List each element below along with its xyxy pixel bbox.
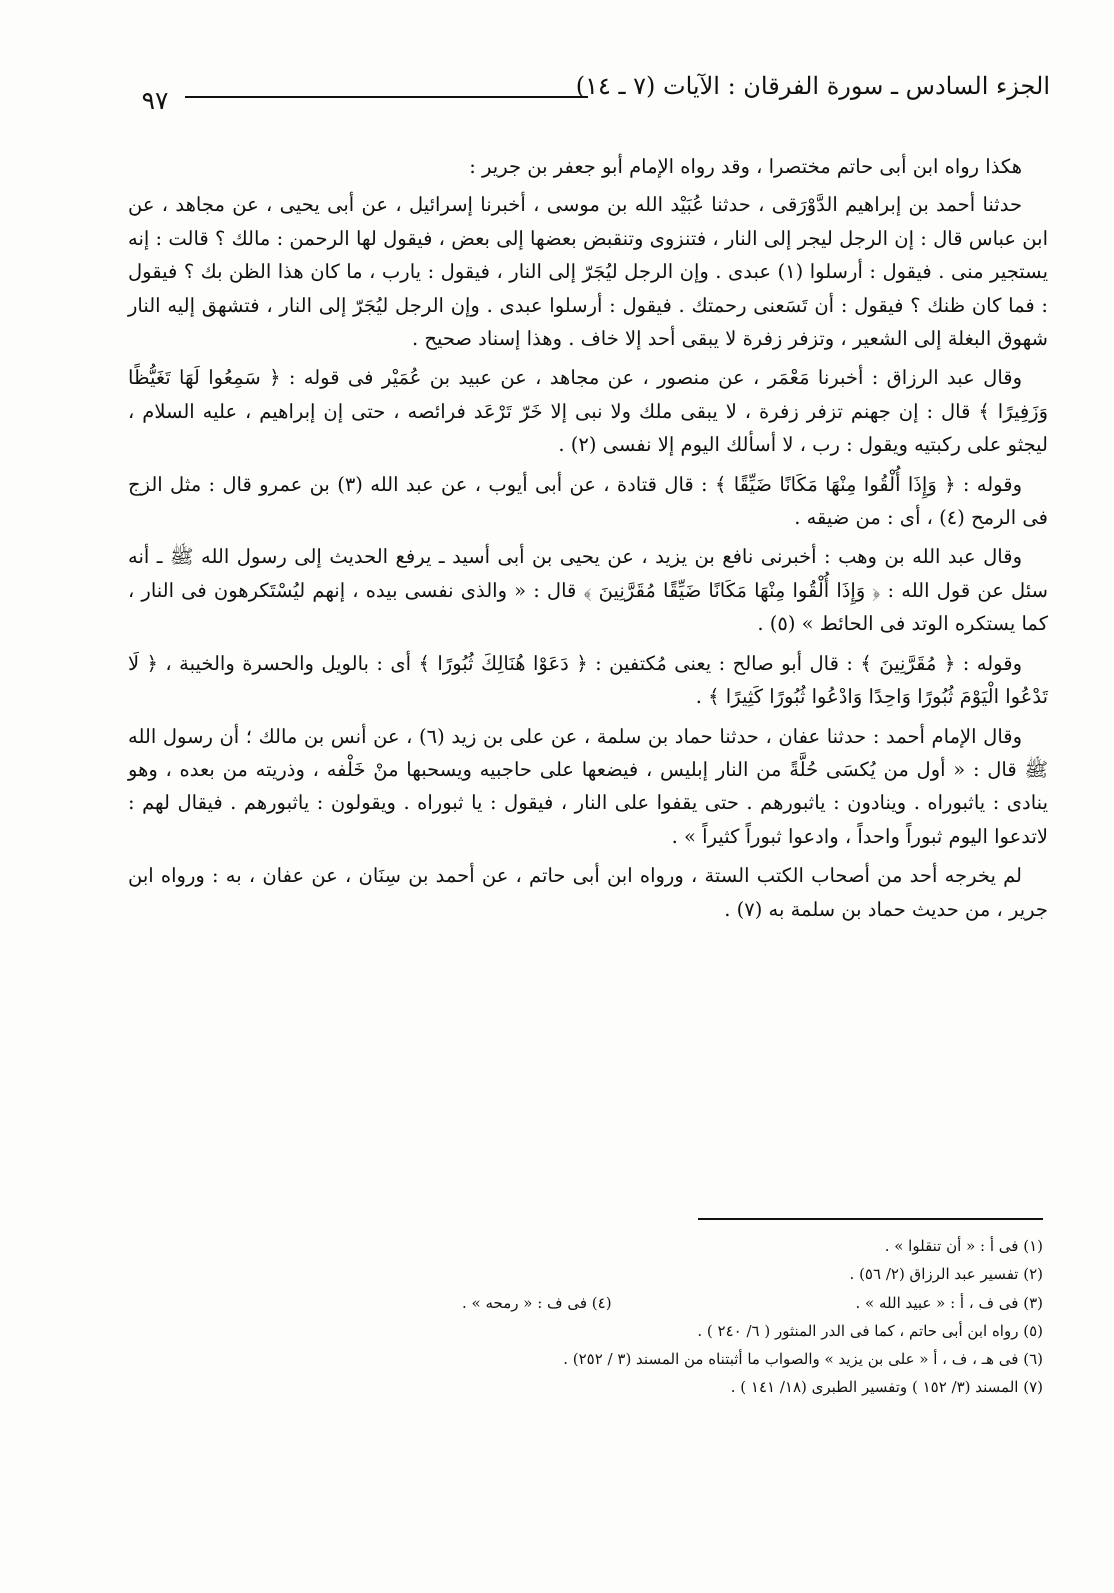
paragraph-6: وقوله : ﴿ مُقَرَّنِينَ ﴾ : قال أبو صالح : يعنى مُكتفين : ﴿ دَعَوْا هُنَالِكَ ثُبُورًا ﴾ أى : بالويل والحسرة والخيبة ، ﴿ لَا تَدْعُوا الْيَوْمَ ثُبُورًا وَاحِدًا وَادْعُوا ثُبُورًا كَثِيرًا ﴾ . bbox=[128, 651, 1048, 709]
footnote-7: (٧) المسند (٣/ ١٥٢ ) وتفسير الطبرى (١٨/ ١٤١ ) . bbox=[730, 1378, 1043, 1397]
footnote-5: (٥) رواه ابن أبى حاتم ، كما فى الدر المنثور ( ٦/ ٢٤٠ ) . bbox=[697, 1321, 1043, 1340]
page-number: ٩٧ bbox=[141, 86, 169, 115]
footnote-1: (١) فى أ : « أن تنقلوا » . bbox=[884, 1237, 1043, 1255]
paragraph-2: حدثنا أحمد بن إبراهيم الدَّوْرَقى ، حدثنا عُبَيْد الله بن موسى ، أخبرنا إسرائيل ، عن أبى يحيى ، عن مجاهد ، عن ابن عباس قال : إن الرجل ليجر إلى النار ، فتنزوى وتنقبض بعضها إلى بعض ، فيقول لها الرحمن : مالك ؟ قالت : إنه يستجير منى . فيقول : أرسلوا (١) عبدى . وإن الرجل ليُجَرّ إلى النار ، فيقول : يارب ، ما كان هذا الظن بك ؟ فيقول : فما كان ظنك ؟ فيقول : أن تَسَعنى رحمتك . فيقول : أرسلوا عبدى . وإن الرجل ليُجَرّ إلى النار ، فتشهق إليه النار شهوق البغلة إلى الشعير ، وتزفر زفرة لا يبقى أحد إلا خاف . وهذا إسناد صحيح . bbox=[128, 193, 1048, 351]
main-text bbox=[128, 150, 1048, 931]
footnote-rule bbox=[698, 1218, 1043, 1220]
paragraph-4: وقوله : ﴿ وَإِذَا أُلْقُوا مِنْهَا مَكَانًا ضَيِّقًا ﴾ : قال قتادة ، عن أبى أيوب ، عن عبد الله (٣) بن عمرو قال : مثل الزج فى الرمح (٤) ، أى : من ضيقه . bbox=[128, 472, 1048, 530]
header-rule bbox=[185, 96, 588, 98]
paragraph-5: وقال عبد الله بن وهب : أخبرنى نافع بن يزيد ، عن يحيى بن أبى أسيد ـ يرفع الحديث إلى رسول الله ﷺ ـ أنه سئل عن قول الله : ﴿ وَإِذَا أُلْقُوا مِنْهَا مَكَانًا ضَيِّقًا مُقَرَّنِينَ ﴾ قال : « والذى نفسى بيده ، إنهم ليُسْتَكرهون فى النار ، كما يستكره الوتد فى الحائط » (٥) . bbox=[128, 545, 1048, 636]
paragraph-8: لم يخرجه أحد من أصحاب الكتب الستة ، ورواه ابن أبى حاتم ، عن أحمد بن سِنَان ، عن عفان ، به : ورواه ابن جرير ، من حديث حماد بن سلمة به (٧) . bbox=[128, 864, 1048, 921]
paragraph-3: وقال عبد الرزاق : أخبرنا مَعْمَر ، عن منصور ، عن مجاهد ، عن عبيد بن عُمَيْر فى قوله : ﴿ سَمِعُوا لَهَا تَغَيُّظًا وَزَفِيرًا ﴾ قال : إن جهنم تزفر زفرة ، لا يبقى ملك ولا نبى إلا خَرّ تَرْعَد فرائصه ، حتى إن إبراهيم ، عليه السلام ، ليجثو على ركبتيه ويقول : رب ، لا أسألك اليوم إلا نفسى (٢) . bbox=[128, 366, 1048, 457]
footnote-2: (٢) تفسير عبد الرزاق (٢/ ٥٦) . bbox=[849, 1265, 1043, 1284]
paragraph-1: هكذا رواه ابن أبى حاتم مختصرا ، وقد رواه الإمام أبو جعفر بن جرير : bbox=[469, 155, 1022, 178]
footnote-row-3-4 bbox=[420, 1289, 1043, 1317]
footnotes bbox=[420, 1232, 1043, 1402]
running-head: الجزء السادس ـ سورة الفرقان : الآيات (٧ ـ ١٤) bbox=[575, 72, 1050, 100]
paragraph-7: وقال الإمام أحمد : حدثنا عفان ، حدثنا حماد بن سلمة ، عن على بن زيد (٦) ، عن أنس بن مالك ؛ أن رسول الله ﷺ قال : « أول من يُكسَى حُلَّةً من النار إبليس ، فيضعها على حاجبيه ويسحبها منْ خَلْفه ، وذريته من بعده ، وهو ينادى : ياثبوراه . وينادون : ياثبورهم . حتى يقفوا على النار ، فيقول : يا ثبوراه . ويقولون : ياثبورهم . فيقال لهم : لاتدعوا اليوم ثبوراً واحداً ، وادعوا ثبوراً كثيراً » . bbox=[128, 724, 1048, 848]
footnote-6: (٦) فى هـ ، ف ، أ « على بن يزيد » والصواب ما أثبتناه من المسند (٣ / ٢٥٢) . bbox=[563, 1350, 1043, 1369]
footnote-4: (٤) فى ف : « رمحه » . bbox=[462, 1293, 612, 1312]
footnote-3: (٣) فى ف ، أ : « عبيد الله » . bbox=[855, 1293, 1043, 1312]
